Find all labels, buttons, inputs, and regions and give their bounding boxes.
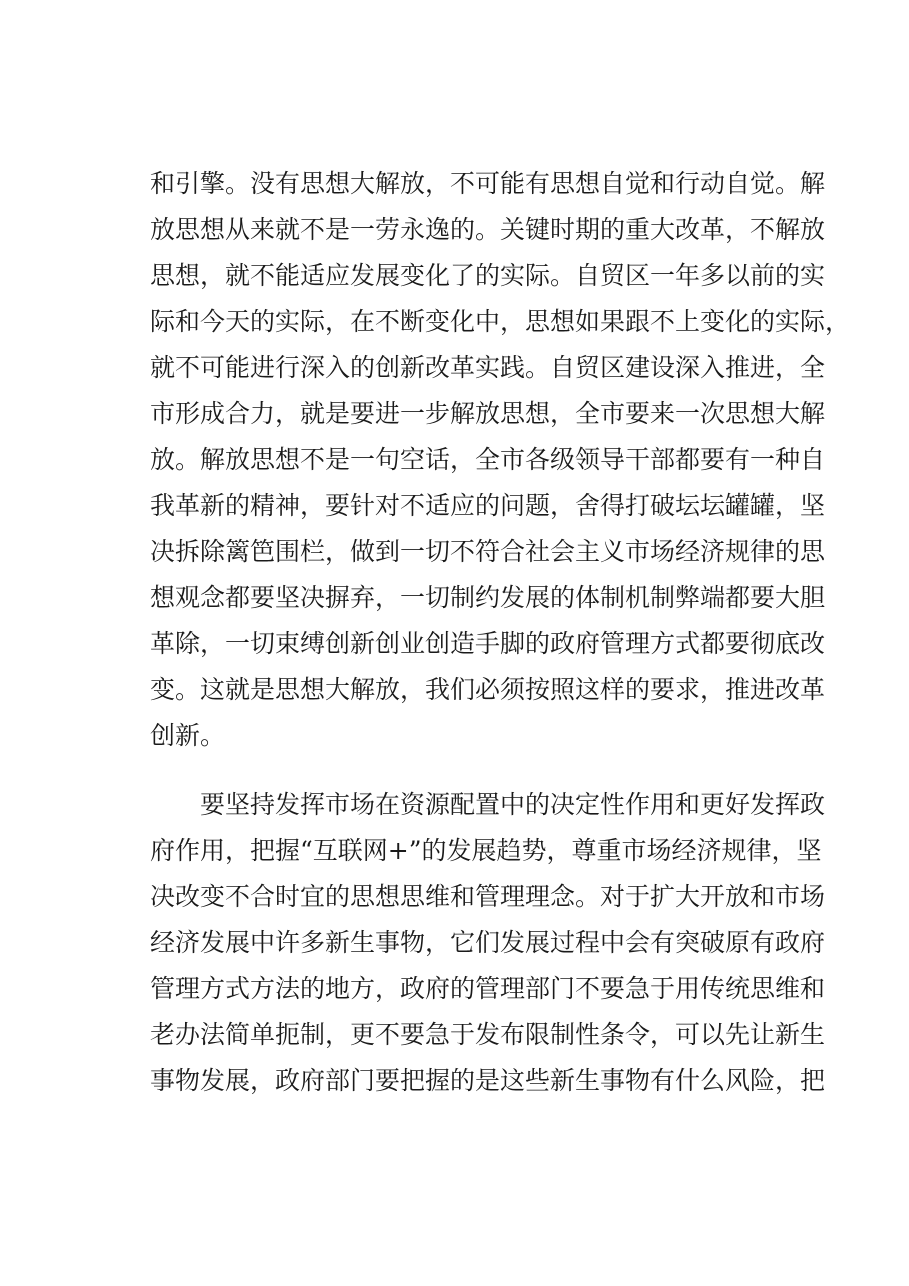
paragraph-line: 要坚持发挥市场在资源配置中的决定性作用和更好发挥政 <box>200 790 826 819</box>
paragraph-line: 老办法简单扼制，更不要急于发布限制性条令，可以先让新生 <box>150 1020 826 1049</box>
paragraph-line: 创新。 <box>150 721 226 750</box>
paragraph-line: 经济发展中许多新生事物，它们发展过程中会有突破原有政府 <box>150 928 826 957</box>
paragraph-line: 放。解放思想不是一句空话，全市各级领导干部都要有一种自 <box>150 445 826 474</box>
paragraph-line: 管理方式方法的地方，政府的管理部门不要急于用传统思维和 <box>150 974 826 1003</box>
paragraph-line: 事物发展，政府部门要把握的是这些新生事物有什么风险，把 <box>150 1066 826 1095</box>
paragraph-line: 变。这就是思想大解放，我们必须按照这样的要求，推进改革 <box>150 675 826 704</box>
paragraph-line: 放思想从来就不是一劳永逸的。关键时期的重大改革，不解放 <box>150 215 826 244</box>
paragraph-line: 际和今天的实际，在不断变化中，思想如果跟不上变化的实际， <box>150 307 851 336</box>
paragraph-line: 革除，一切束缚创新创业创造手脚的政府管理方式都要彻底改 <box>150 629 826 658</box>
paragraph-line: 想观念都要坚决摒弃，一切制约发展的体制机制弊端都要大胆 <box>150 583 826 612</box>
paragraph-line: 府作用，把握“互联网+”的发展趋势，尊重市场经济规律，坚 <box>150 836 822 865</box>
paragraph-line: 市形成合力，就是要进一步解放思想，全市要来一次思想大解 <box>150 399 826 428</box>
paragraph-line: 我革新的精神，要针对不适应的问题，舍得打破坛坛罐罐，坚 <box>150 491 826 520</box>
paragraph-line: 决拆除篱笆围栏，做到一切不符合社会主义市场经济规律的思 <box>150 537 826 566</box>
paragraph-line: 就不可能进行深入的创新改革实践。自贸区建设深入推进，全 <box>150 353 826 382</box>
paragraph-line: 决改变不合时宜的思想思维和管理理念。对于扩大开放和市场 <box>150 882 826 911</box>
paragraph-line: 思想，就不能适应发展变化了的实际。自贸区一年多以前的实 <box>150 261 826 290</box>
paragraph-line: 和引擎。没有思想大解放，不可能有思想自觉和行动自觉。解 <box>150 169 826 198</box>
